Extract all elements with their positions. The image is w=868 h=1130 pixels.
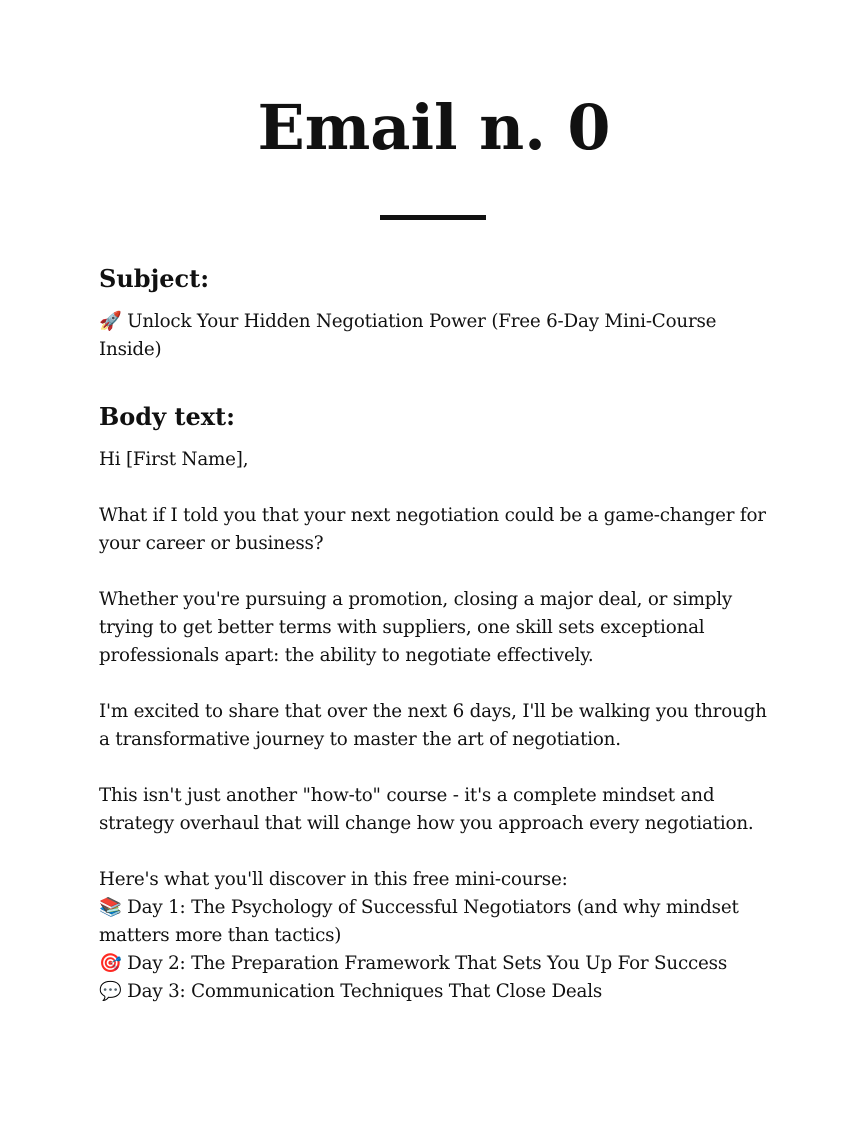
list-item: 💬 Day 3: Communication Techniques That Close Deals (99, 981, 603, 1002)
course-list (99, 866, 775, 1006)
list-item: 🎯 Day 2: The Preparation Framework That Sets You Up For Success (99, 953, 728, 974)
body-paragraph: This isn't just another "how-to" course - it's a complete mindset and strategy overhaul that will change how you approach every negotiation. (99, 785, 754, 834)
body-paragraph: What if I told you that your next negotiation could be a game-changer for your career or business? (99, 505, 766, 554)
email-content (99, 262, 775, 1006)
list-intro: Here's what you'll discover in this free mini-course: (99, 869, 568, 890)
greeting: Hi [First Name], (99, 449, 249, 470)
body-heading: Body text: (99, 402, 235, 431)
page-title: Email n. 0 (257, 91, 611, 164)
title-divider (380, 215, 486, 220)
subject-heading: Subject: (99, 264, 210, 293)
body-paragraph: Whether you're pursuing a promotion, closing a major deal, or simply trying to get better terms with suppliers, one skill sets exceptional professionals apart: the ability to negotiate effectively. (99, 589, 733, 666)
subject-text: 🚀 Unlock Your Hidden Negotiation Power (Free 6-Day Mini-Course Inside) (99, 311, 717, 360)
list-item: 📚 Day 1: The Psychology of Successful Negotiators (and why mindset matters more than tactics) (99, 897, 739, 946)
body-paragraph: I'm excited to share that over the next 6 days, I'll be walking you through a transformative journey to master the art of negotiation. (99, 701, 767, 750)
